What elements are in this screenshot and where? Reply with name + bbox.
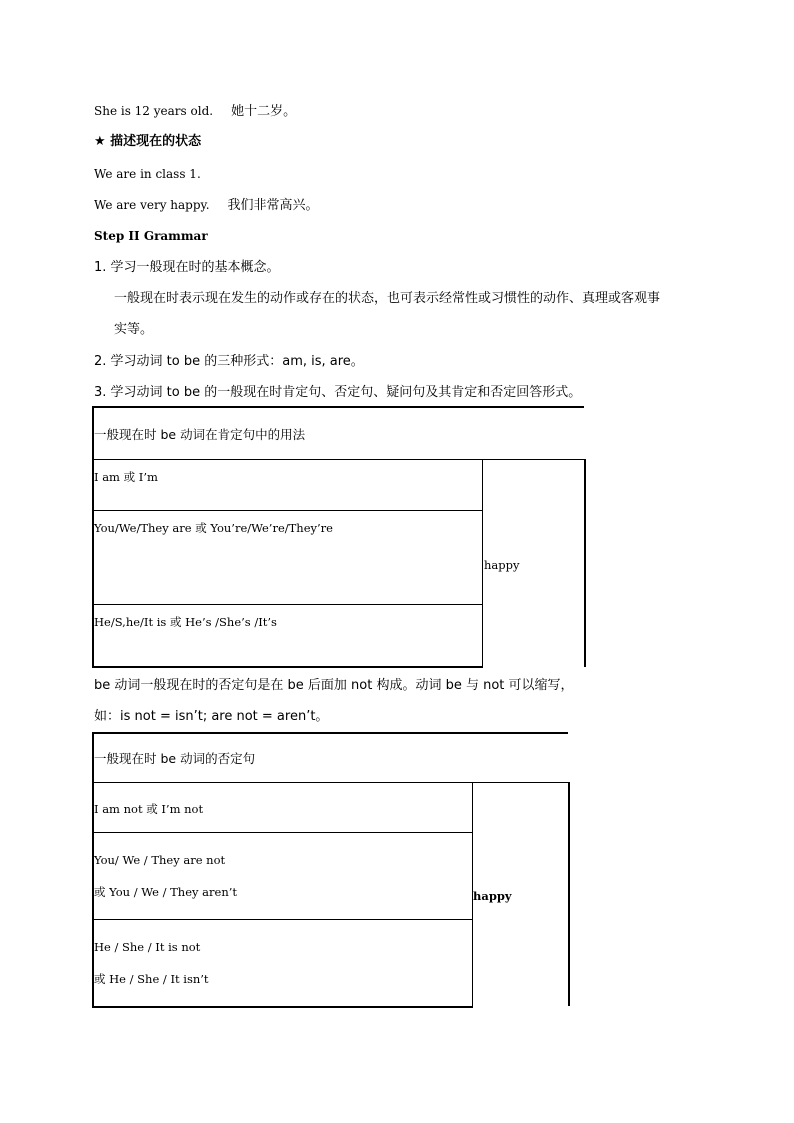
point-1-description: 一般现在时表示现在发生的动作或存在的状态，也可表示经常性或习惯性的动作、真理或客观事 <box>114 291 661 306</box>
table-row: I am 或 I’m <box>94 470 158 484</box>
section-heading-state: ★ 描述现在的状态 <box>94 134 202 149</box>
example-line-class: We are in class 1. <box>94 167 201 181</box>
example-chinese: 她十二岁。 <box>231 104 297 119</box>
table-title: 一般现在时 be 动词在肯定句中的用法 <box>94 427 306 442</box>
table-merged-cell: happy <box>484 558 520 572</box>
negation-example: 如：is not = isn’t; are not = aren’t。 <box>94 709 329 724</box>
table-row: I am not 或 I’m not <box>94 802 204 816</box>
step-heading: Step II Grammar <box>94 229 208 243</box>
table-row: 或 You / We / They aren’t <box>94 885 238 899</box>
table-title: 一般现在时 be 动词的否定句 <box>94 751 256 766</box>
table-row: He / She / It is not <box>94 940 201 954</box>
example-chinese: 我们非常高兴。 <box>227 198 319 213</box>
negation-explanation: be 动词一般现在时的否定句是在 be 后面加 not 构成。动词 be 与 not 可以缩写， <box>94 678 574 693</box>
table-row: He/S,he/It is 或 He’s /She’s /It’s <box>94 615 277 629</box>
point-1-description-cont: 实等。 <box>114 322 154 337</box>
table-row: You/We/They are 或 You’re/We’re/They’re <box>94 521 333 535</box>
point-1: 1. 学习一般现在时的基本概念。 <box>94 260 280 275</box>
point-3: 3. 学习动词 to be 的一般现在时肯定句、否定句、疑问句及其肯定和否定回答形式。 <box>94 385 582 400</box>
example-line-happy <box>94 196 319 215</box>
example-line-age <box>94 102 296 121</box>
example-english: We are very happy. <box>94 198 210 212</box>
example-english: She is 12 years old. <box>94 104 214 118</box>
table-row: 或 He / She / It isn’t <box>94 972 209 986</box>
point-2: 2. 学习动词 to be 的三种形式：am, is, are。 <box>94 354 364 369</box>
table-merged-cell: happy <box>473 889 512 903</box>
table-row: You/ We / They are not <box>94 853 226 867</box>
